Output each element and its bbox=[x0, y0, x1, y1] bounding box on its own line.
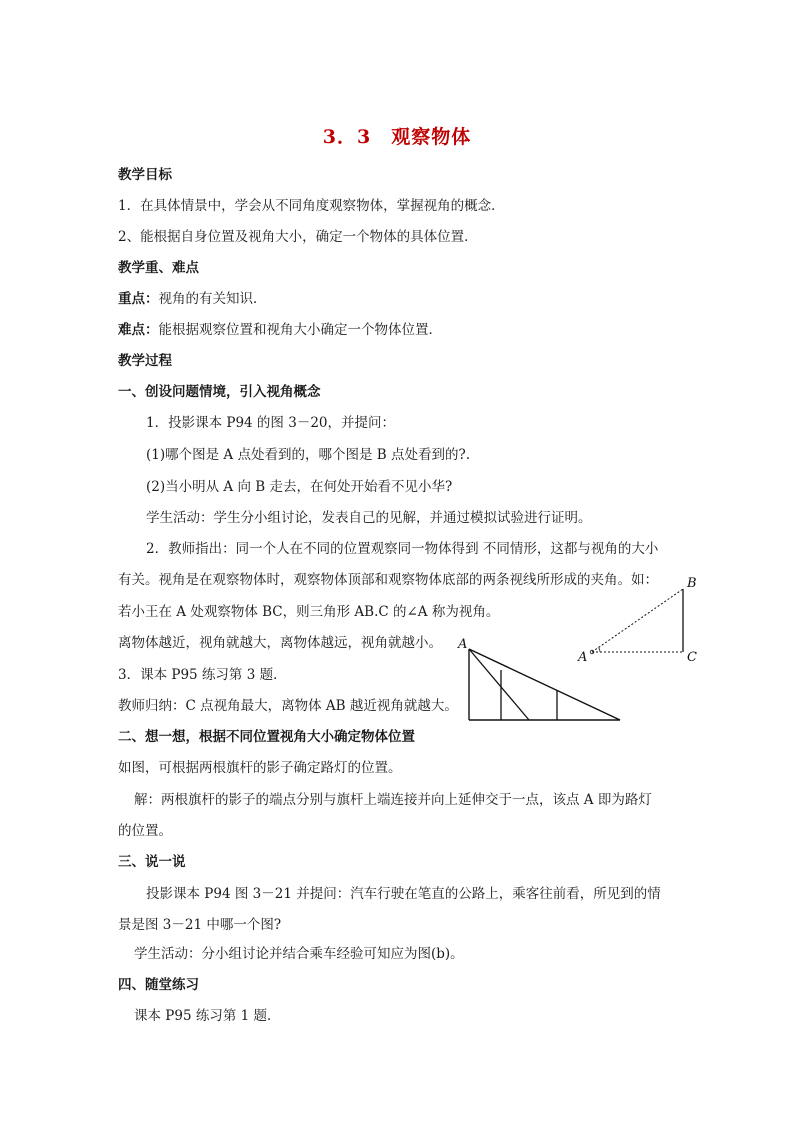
part2-heading: 二、想一想，根据不同位置视角大小确定物体位置 bbox=[118, 729, 415, 745]
goal-2: 2、能根据自身位置及视角大小，确定一个物体的具体位置． bbox=[118, 229, 478, 245]
p1-line9: 3．课本 P95 练习第 3 题． bbox=[118, 667, 287, 683]
diff-label: 难点： bbox=[118, 322, 159, 338]
page-title: 3．3 观察物体 bbox=[322, 126, 472, 148]
key-point bbox=[118, 290, 267, 308]
p2-line2: 解：两根旗杆的影子的端点分别与旗杆上端连接并向上延伸交于一点，该点 A 即为路灯 bbox=[134, 792, 652, 808]
figure2-ray-left bbox=[469, 649, 529, 720]
p3-line2: 景是图 3－21 中哪一个图? bbox=[118, 917, 282, 933]
p2-line1: 如图，可根据两根旗杆的影子确定路灯的位置。 bbox=[118, 760, 402, 776]
part4-heading: 四、随堂练习 bbox=[118, 977, 199, 993]
p1-line8: 离物体越近，视角就越大，离物体越远，视角就越小。 bbox=[118, 635, 442, 651]
p1-line6: 有关。视角是在观察物体时，观察物体顶部和观察物体底部的两条视线所形成的夹角。如： bbox=[118, 572, 658, 588]
figure2-light-ray bbox=[469, 649, 620, 720]
figure1-label-b: B bbox=[687, 576, 697, 591]
diff-text: 能根据观察位置和视角大小确定一个物体位置． bbox=[158, 322, 442, 338]
p1-line3: (2)当小明从 A 向 B 走去，在何处开始看不见小华? bbox=[146, 479, 453, 495]
part3-heading: 三、说一说 bbox=[118, 854, 186, 870]
key-heading: 教学重、难点 bbox=[118, 260, 199, 276]
p2-line3: 的位置。 bbox=[118, 823, 172, 839]
p1-line4: 学生活动：学生分小组讨论，发表自己的见解，并通过模拟试验进行证明。 bbox=[146, 510, 592, 526]
key-label: 重点： bbox=[118, 291, 159, 307]
goal-1: 1．在具体情景中，学会从不同角度观察物体，掌握视角的概念． bbox=[118, 198, 505, 214]
difficult-point bbox=[118, 321, 442, 339]
p1-line7: 若小王在 A 处观察物体 BC，则三角形 AB.C 的∠A 称为视角。 bbox=[118, 604, 500, 620]
goals-heading: 教学目标 bbox=[118, 167, 172, 183]
figure1-label-c: C bbox=[687, 650, 697, 665]
process-heading: 教学过程 bbox=[118, 353, 172, 369]
key-text: 视角的有关知识． bbox=[158, 291, 267, 307]
p3-line3: 学生活动：分小组讨论并结合乘车经验可知应为图(b)。 bbox=[134, 946, 464, 962]
figure2-label-a: A bbox=[458, 637, 468, 652]
part1-heading: 一、创设问题情境，引入视角概念 bbox=[118, 384, 321, 400]
p4-line1: 课本 P95 练习第 1 题． bbox=[134, 1008, 281, 1024]
p3-line1: 投影课本 P94 图 3－21 并提问：汽车行驶在笔直的公路上，乘客往前看，所见到的情 bbox=[146, 886, 661, 902]
p1-line5: 2．教师指出：同一个人在不同的位置观察同一物体得到 不同情形，这都与视角的大小 bbox=[146, 541, 659, 557]
lamp-figure bbox=[455, 635, 630, 730]
p1-line2: (1)哪个图是 A 点处看到的，哪个图是 B 点处看到的?. bbox=[146, 447, 470, 463]
p1-line1: 1．投影课本 P94 的图 3－20，并提问： bbox=[146, 415, 395, 431]
figure1-label-a: A bbox=[578, 650, 588, 665]
p1-line10: 教师归纳：C 点视角最大，离物体 AB 越近视角就越大。 bbox=[118, 698, 458, 714]
